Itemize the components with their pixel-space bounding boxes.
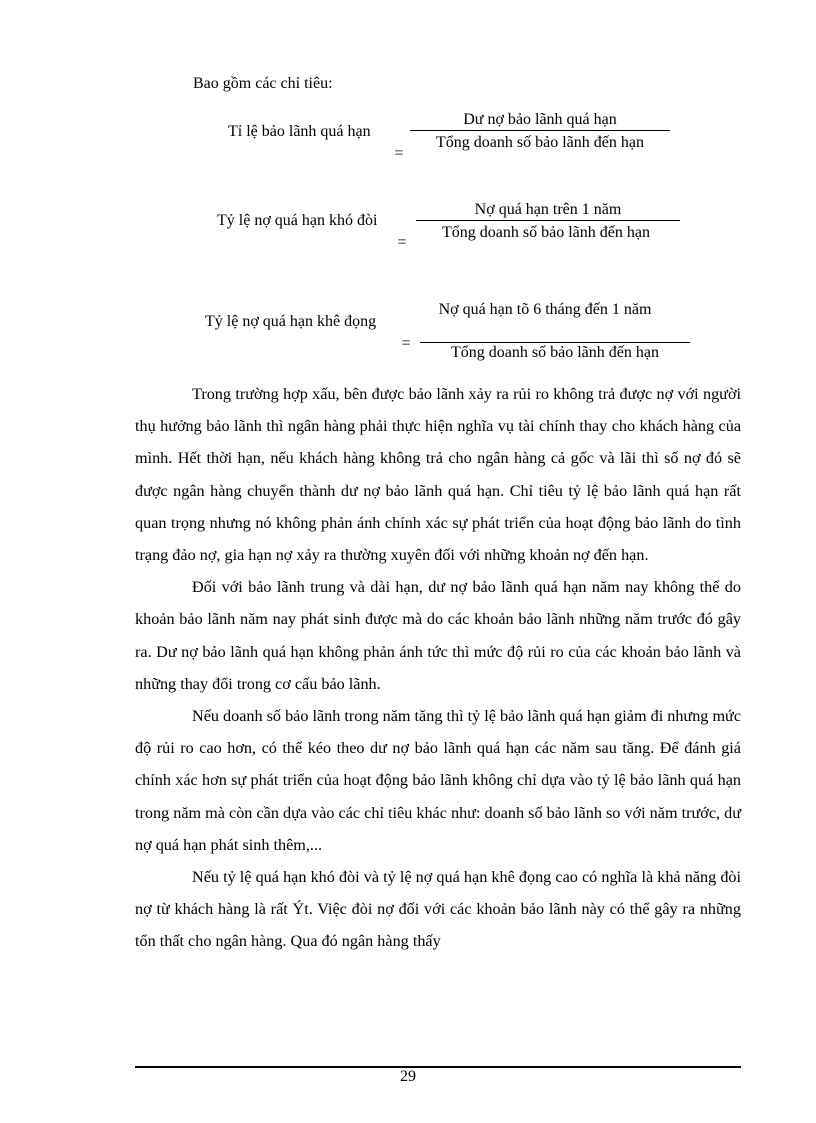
formula-numerator: Nợ quá hạn trên 1 năm bbox=[474, 201, 622, 218]
formula-label: Tỷ lệ nợ quá hạn khó đòi bbox=[217, 212, 378, 229]
formula-label: Tỷ lệ nợ quá hạn khê đọng bbox=[205, 313, 377, 330]
fraction-bar bbox=[416, 220, 680, 221]
formula-denominator: Tổng doanh số bảo lãnh đến hạn bbox=[451, 344, 659, 361]
formula-numerator: Dư nợ bảo lãnh quá hạn bbox=[463, 111, 617, 128]
formula-denominator: Tổng doanh số bảo lãnh đến hạn bbox=[442, 224, 650, 241]
paragraph: Đối với bảo lãnh trung và dài hạn, dư nợ bảo lãnh quá hạn năm nay không thể do khoản bảo lãnh năm nay phát sinh được mà do các khoản bảo lãnh những năm trước đó gây ra. Dư nợ bảo lãnh quá hạn không phản ánh tức thì mức độ rủi ro của các khoản bảo lãnh và những thay đổi trong cơ cấu bảo lãnh. bbox=[135, 578, 741, 693]
intro-text: Bao gồm các chỉ tiêu: bbox=[193, 75, 333, 92]
paragraph: Trong trường hợp xấu, bên được bảo lãnh xảy ra rủi ro không trả được nợ với người thụ hưởng bảo lãnh thì ngân hàng phải thực hiện nghĩa vụ tài chính thay cho khách hàng của mình. Hết thời hạn, nếu khách hàng không trả cho ngân hàng cả gốc và lãi thì số nợ đó sẽ được ngân hàng chuyển thành dư nợ bảo lãnh quá hạn. Chỉ tiêu tỷ lệ bảo lãnh quá hạn rất quan trọng nhưng nó không phản ánh chính xác sự phát triển của hoạt động bảo lãnh do tình trạng đảo nợ, gia hạn nợ xảy ra thường xuyên đối với những khoản nợ đến hạn. bbox=[135, 385, 741, 565]
page-number: 29 bbox=[400, 1068, 416, 1085]
formula-equals: = bbox=[394, 145, 404, 162]
formula-denominator: Tổng doanh số bảo lãnh đến hạn bbox=[436, 134, 644, 151]
formula-equals: = bbox=[401, 335, 411, 352]
body-text bbox=[135, 378, 741, 958]
formula-label: Tỉ lệ bảo lãnh quá hạn bbox=[228, 123, 371, 140]
formula-numerator: Nợ quá hạn tõ 6 tháng đến 1 năm bbox=[438, 301, 652, 318]
fraction-bar bbox=[410, 130, 670, 131]
paragraph: Nếu tỷ lệ quá hạn khó đòi và tỷ lệ nợ quá hạn khê đọng cao có nghĩa là khả năng đòi nợ từ khách hàng là rất Ýt. Việc đòi nợ đối với các khoản bảo lãnh này có thể gây ra những tổn thất cho ngân hàng. Qua đó ngân hàng thấy bbox=[135, 868, 741, 951]
formula-equals: = bbox=[397, 234, 407, 251]
paragraph: Nếu doanh số bảo lãnh trong năm tăng thì tỷ lệ bảo lãnh quá hạn giảm đi nhưng mức độ rủi ro cao hơn, có thể kéo theo dư nợ bảo lãnh quá hạn các năm sau tăng. Để đánh giá chính xác hơn sự phát triển của hoạt động bảo lãnh không chỉ dựa vào tỷ lệ bảo lãnh quá hạn trong năm mà còn cần dựa vào các chỉ tiêu khác như: doanh số bảo lãnh so với năm trước, dư nợ quá hạn phát sinh thêm,... bbox=[135, 707, 741, 854]
